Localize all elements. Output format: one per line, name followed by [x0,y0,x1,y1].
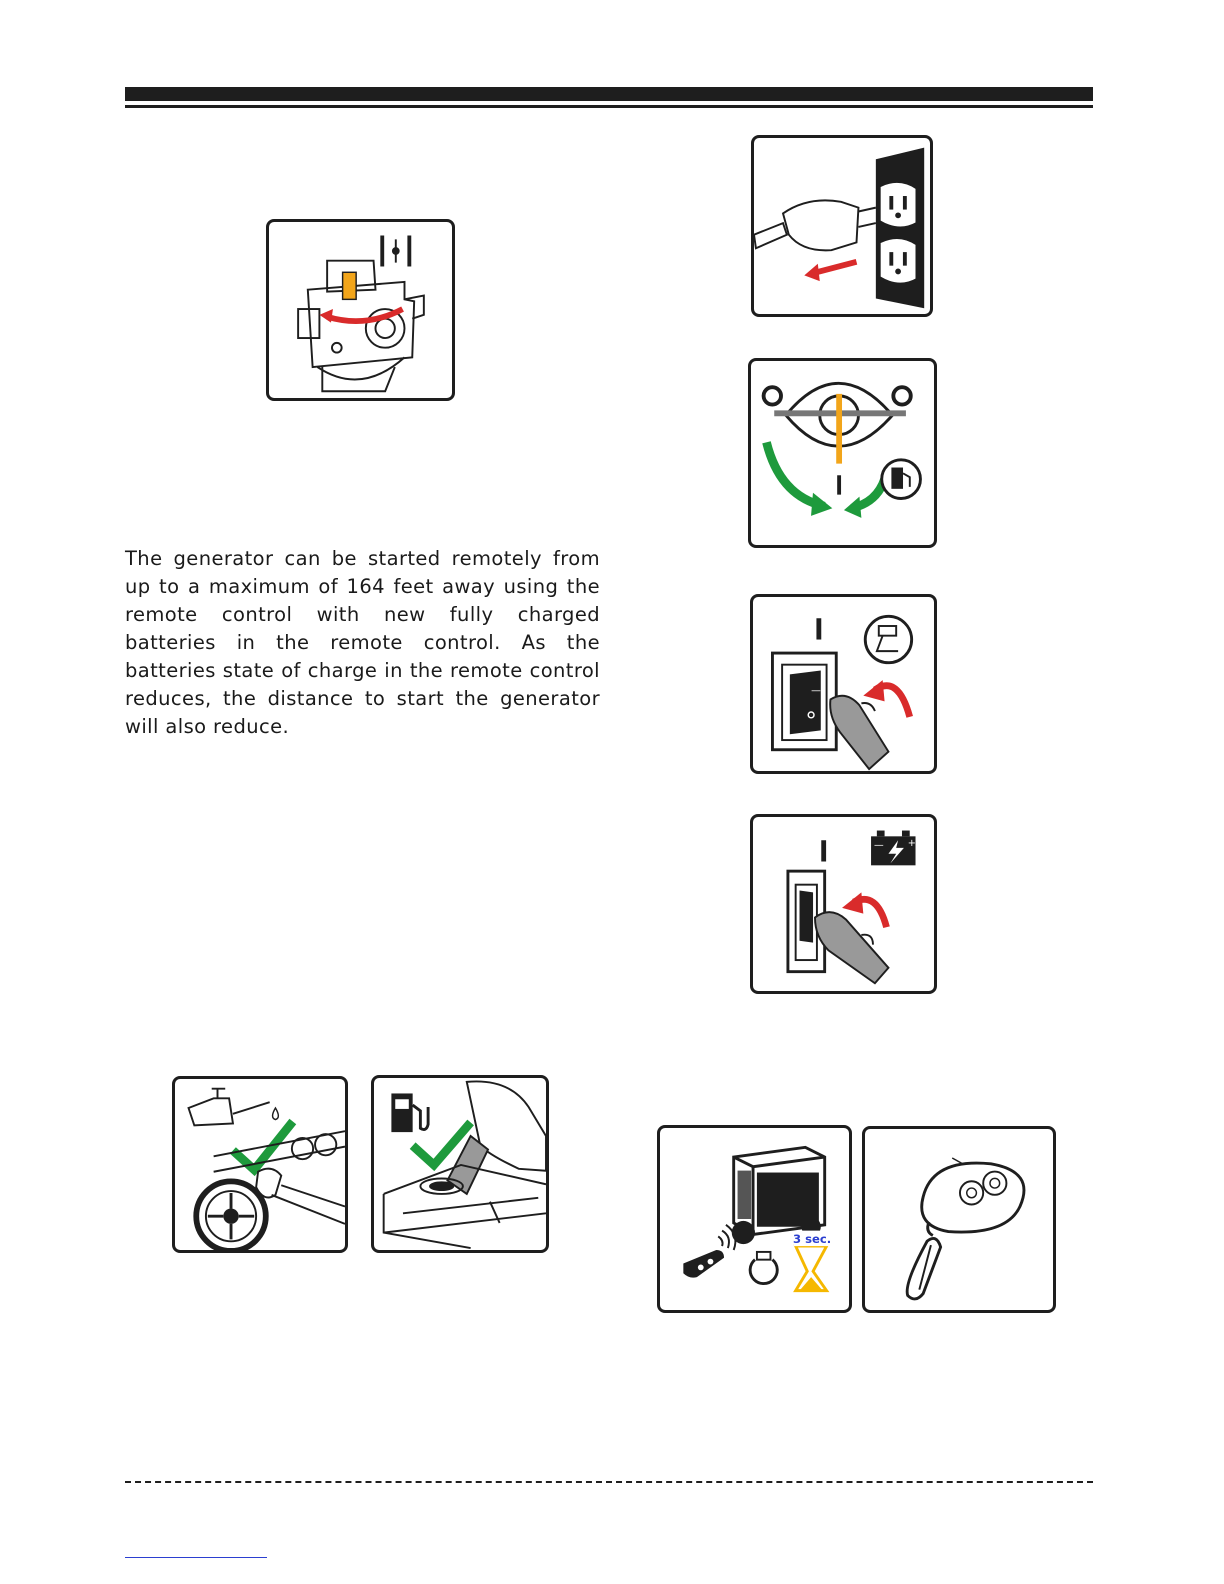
header-rule-thin [125,105,1093,108]
footer-link-underline[interactable] [125,1557,267,1558]
figure-engine-switch [750,594,937,774]
figure-unplug-cord [751,135,933,317]
figure-remote-start [657,1125,852,1313]
footer-dashed-rule [125,1481,1093,1483]
figure-fuel-valve [266,219,455,401]
header-rule-thick [125,87,1093,101]
unplug-cord-illustration [754,138,930,314]
battery-switch-illustration [753,817,934,991]
fuel-valve-open-illustration [751,361,934,545]
figure-battery-switch [750,814,937,994]
remote-fob-illustration [865,1129,1053,1310]
svg-text:+: + [907,838,916,849]
figure-remote-fob [862,1126,1056,1313]
svg-text:—: — [811,685,821,697]
figure-fuel-valve-open [748,358,937,548]
figure-oil-check [172,1076,348,1253]
timer-label: 3 sec. [792,1232,832,1247]
figure-fuel-check [371,1075,549,1253]
fuel-check-illustration [374,1078,546,1250]
fuel-valve-illustration [269,222,452,398]
remote-start-illustration [660,1128,849,1310]
oil-check-illustration [175,1079,345,1250]
svg-text:—: — [873,839,884,851]
remote-start-paragraph: The generator can be started remotely from up to a maximum of 164 feet away using the remote control with new fully charged batteries in the remote control. As the batteries state of charge in the remote control reduces, the distance to start the generator will also reduce. [125,547,600,738]
engine-switch-illustration [753,597,934,771]
